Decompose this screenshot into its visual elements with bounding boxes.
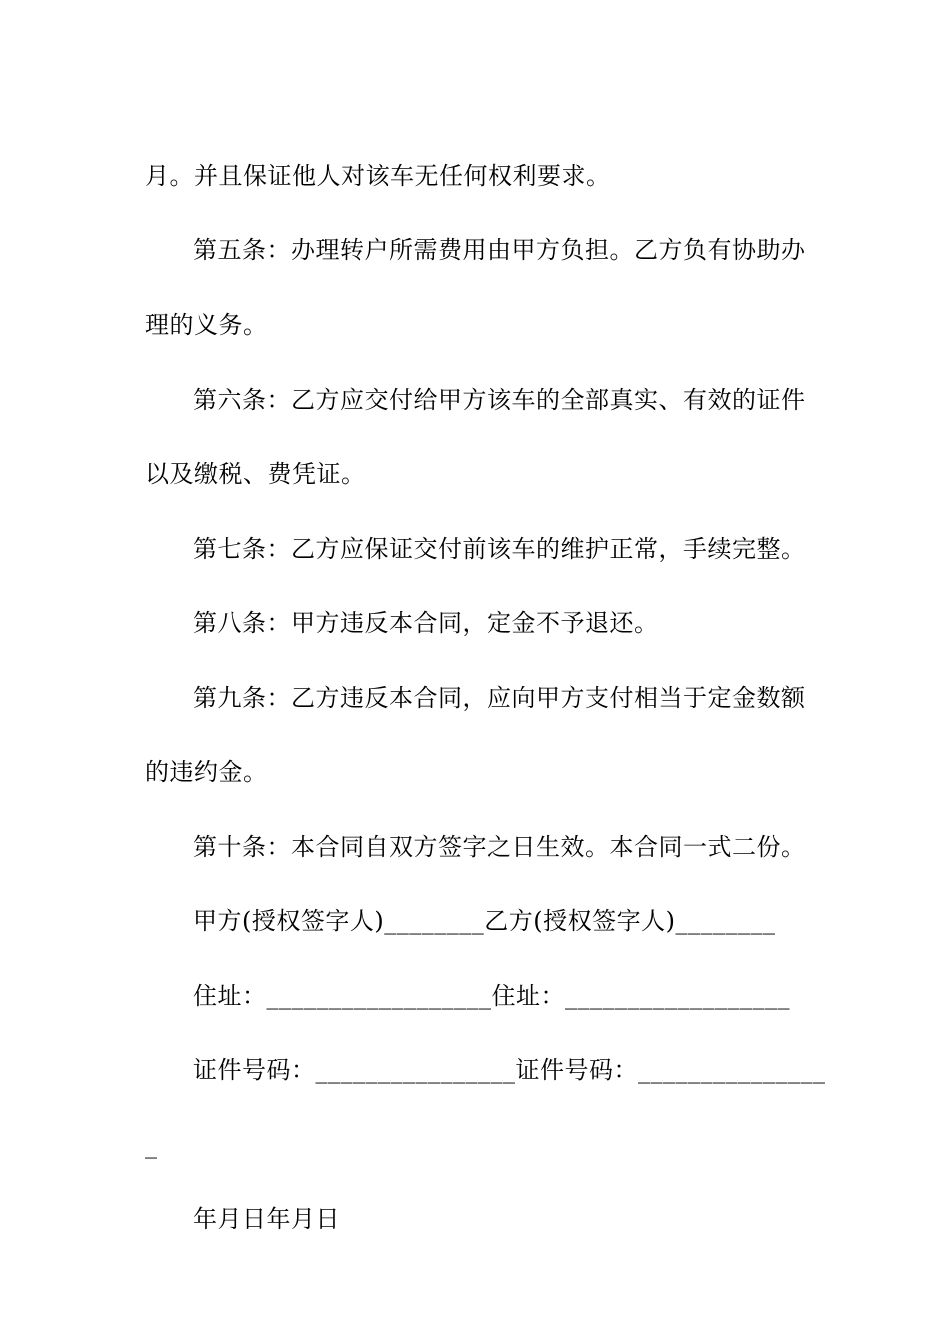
address-line: 住址：__________________住址：__________________: [193, 982, 790, 1010]
id-number-continuation: _: [145, 1131, 158, 1159]
article-6-line-1: 第六条：乙方应交付给甲方该车的全部真实、有效的证件: [193, 386, 806, 414]
article-10: 第十条：本合同自双方签字之日生效。本合同一式二份。: [193, 833, 806, 861]
article-6-line-2: 以及缴税、费凭证。: [145, 460, 366, 488]
article-5-line-2: 理的义务。: [145, 311, 268, 339]
article-8: 第八条：甲方违反本合同，定金不予退还。: [193, 609, 659, 637]
article-7: 第七条：乙方应保证交付前该车的维护正常，手续完整。: [193, 535, 806, 563]
article-5-line-1: 第五条：办理转户所需费用由甲方负担。乙方负有协助办: [193, 236, 806, 264]
id-number-line: 证件号码：________________证件号码：_______________: [193, 1056, 826, 1084]
date-line: 年月日年月日: [193, 1205, 340, 1233]
signature-line: 甲方(授权签字人)________乙方(授权签字人)________: [193, 907, 776, 935]
article-9-line-1: 第九条：乙方违反本合同，应向甲方支付相当于定金数额: [193, 684, 806, 712]
text-line-1: 月。并且保证他人对该车无任何权利要求。: [145, 162, 611, 190]
article-9-line-2: 的违约金。: [145, 758, 268, 786]
